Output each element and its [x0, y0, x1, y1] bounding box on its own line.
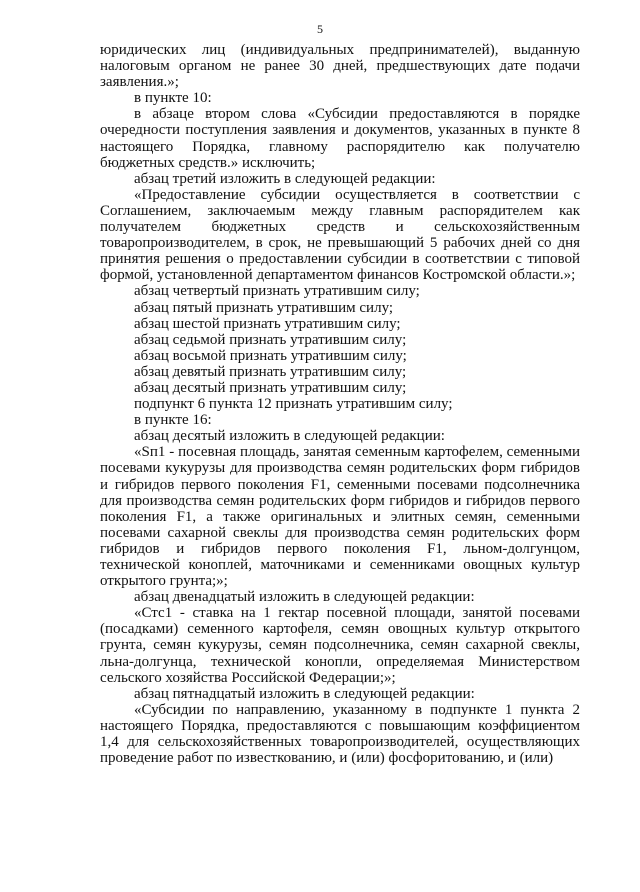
- paragraph: абзац восьмой признать утратившим силу;: [134, 347, 407, 364]
- paragraph: «Субсидии по направлению, указанному в подпункте 1 пункта 2 настоящего Порядка, предоставляются с повышающим коэффициентом 1,4 для сельскохозяйственных товаропроизводителей, осуществляющих проведение работ по известкованию, и (или) фосфоритованию, и (или): [100, 701, 580, 767]
- paragraph: абзац девятый признать утратившим силу;: [134, 363, 407, 380]
- paragraph: абзац десятый изложить в следующей редакции:: [134, 428, 445, 445]
- page-number: 5: [317, 22, 323, 36]
- paragraph: «Sп1 - посевная площадь, занятая семенным картофелем, семенными посевами кукурузы для производства семян родительских форм гибридов и гибридов первого поколения F1, семенными посевами подсолнечника для производства семян родительских форм гибридов и гибридов первого поколения F1, а также оригинальных и элитных семян, семенными посевами сахарной свеклы для производства семян родительских форм гибридов и гибридов первого поколения F1, льном-долгунцом, технической коноплей, маточниками и семенниками овощных культур открытого грунта;»;: [100, 444, 580, 590]
- paragraph: абзац двенадцатый изложить в следующей редакции:: [134, 589, 475, 606]
- paragraph: абзац десятый признать утратившим силу;: [134, 379, 407, 396]
- paragraph: «Стс1 - ставка на 1 гектар посевной площади, занятой посевами (посадками) семенного картофеля, семян овощных культур открытого грунта, семян кукурузы, семян подсолнечника, семян сахарной свеклы, льна-долгунца, технической конопли, определяемая Министерством сельского хозяйства Российской Федерации;»;: [100, 605, 580, 686]
- paragraph: абзац пятый признать утратившим силу;: [134, 299, 394, 316]
- paragraph: «Предоставление субсидии осуществляется в соответствии с Соглашением, заключаемым между главным распорядителем как получателем бюджетных средств и сельскохозяйственным товаропроизводителем, в срок, не превышающий 5 рабочих дней со дня принятия решения о предоставлении субсидии в соответствии с типовой формой, установленной департаментом финансов Костромской области.»;: [100, 186, 580, 284]
- paragraph: подпункт 6 пункта 12 признать утратившим силу;: [134, 396, 453, 413]
- paragraph: юридических лиц (индивидуальных предпринимателей), выданную налоговым органом не ранее 30 дней, предшествующих дате подачи заявления.»;: [100, 42, 580, 91]
- paragraph: абзац шестой признать утратившим силу;: [134, 315, 401, 332]
- paragraph: абзац третий изложить в следующей редакции:: [134, 170, 436, 187]
- paragraph: в абзаце втором слова «Субсидии предоставляются в порядке очередности поступления заявления и документов, указанных в пункте 8 настоящего Порядка, главному распорядителю как получателю бюджетных средств.» исключить;: [100, 106, 580, 171]
- paragraph: абзац седьмой признать утратившим силу;: [134, 331, 407, 348]
- paragraph: абзац пятнадцатый изложить в следующей редакции:: [134, 685, 475, 702]
- document-body: [100, 42, 580, 766]
- paragraph: абзац четвертый признать утратившим силу;: [134, 283, 420, 300]
- paragraph: в пункте 10:: [134, 90, 212, 107]
- paragraph: в пункте 16:: [134, 412, 212, 429]
